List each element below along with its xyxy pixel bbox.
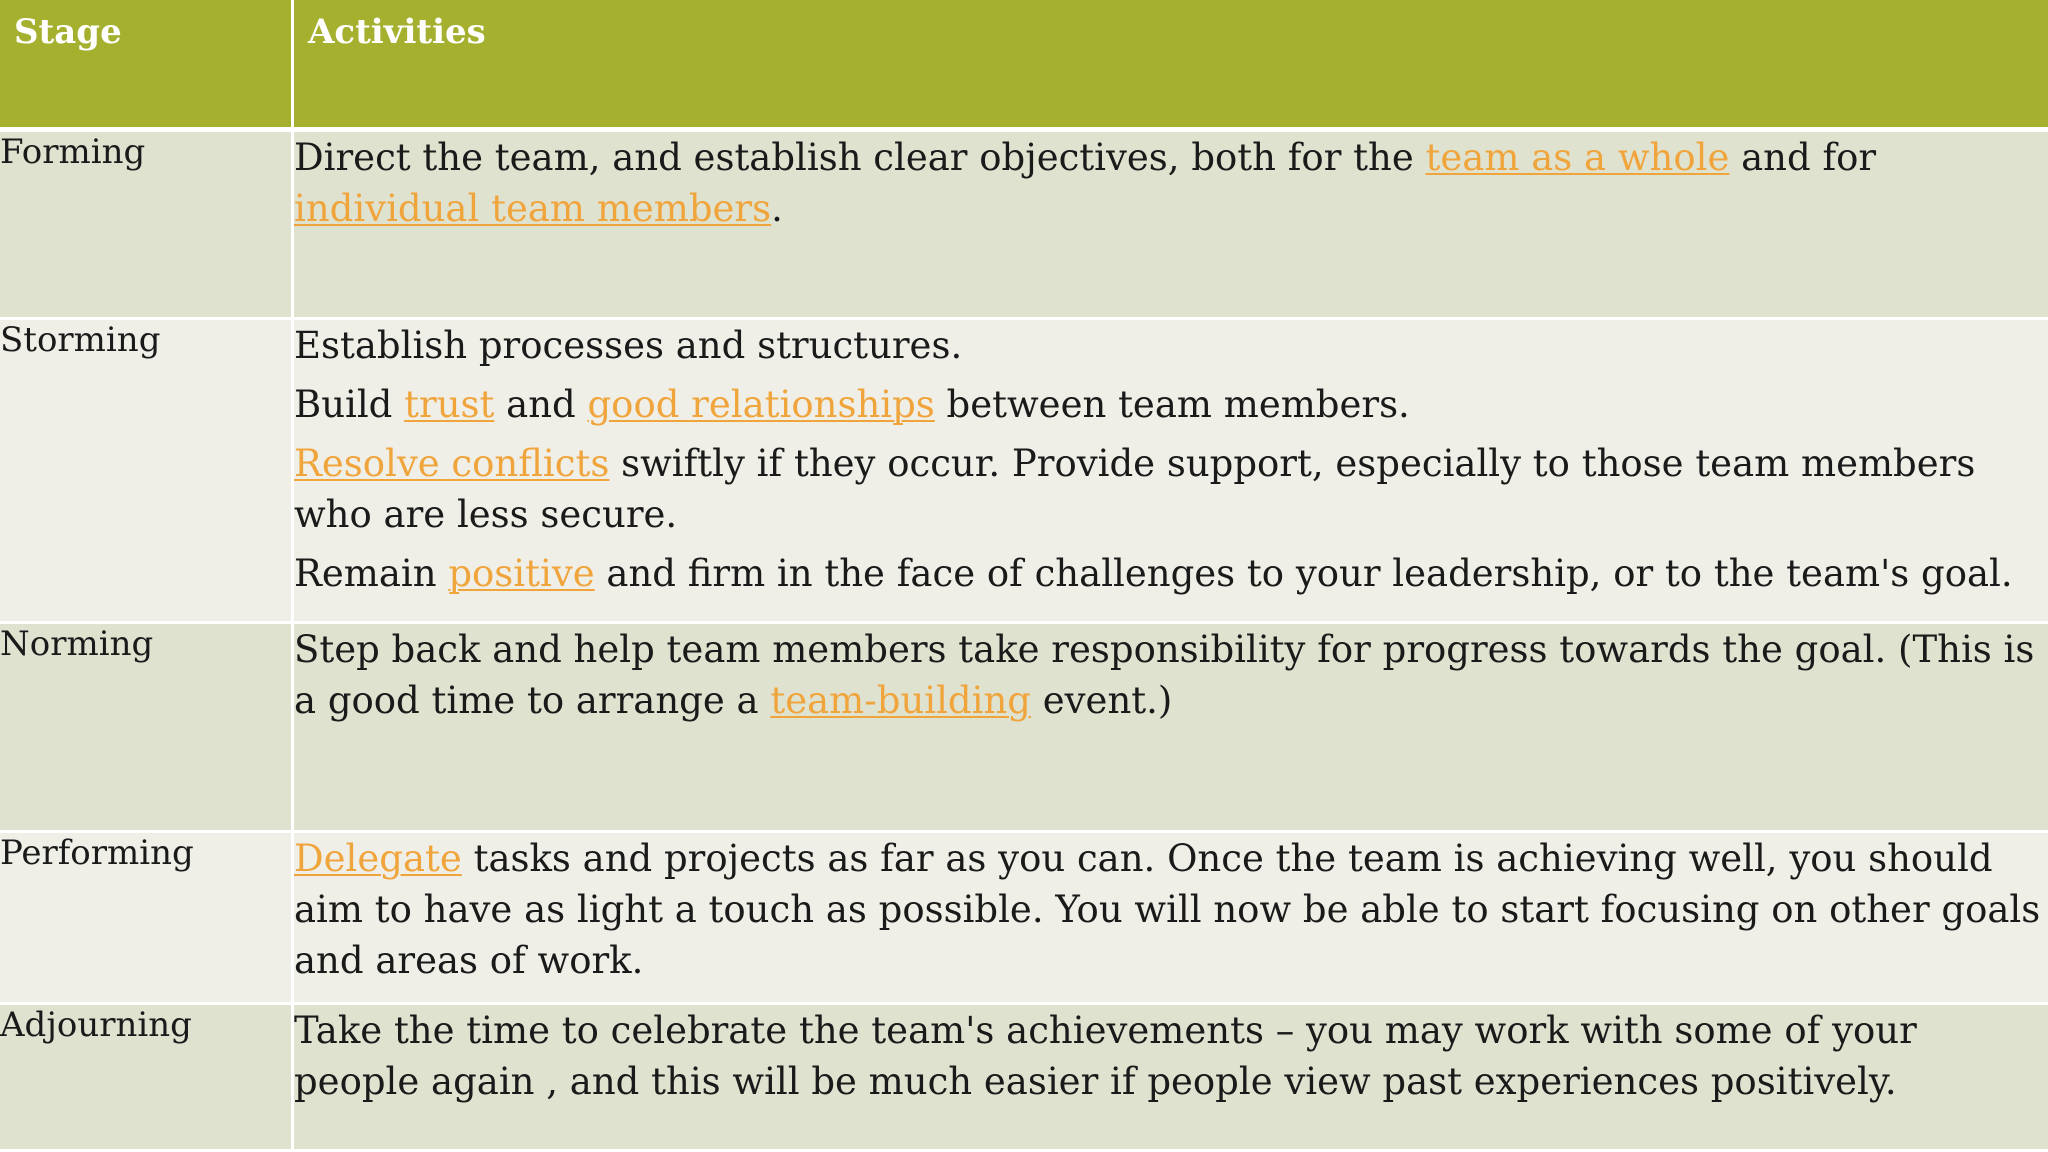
hyperlink[interactable]: individual team members [294, 187, 772, 230]
header-stage: Stage [0, 0, 294, 132]
activities-cell [294, 624, 2048, 833]
table-row [0, 1005, 2048, 1152]
hyperlink[interactable]: team as a whole [1425, 136, 1730, 179]
hyperlink[interactable]: Delegate [294, 837, 462, 880]
activity-paragraph [294, 320, 2048, 371]
stage-name: Norming [0, 624, 294, 833]
activity-paragraph [294, 548, 2048, 599]
activity-text: between team members. [934, 383, 1410, 426]
table-row [0, 320, 2048, 624]
activity-text: . [771, 187, 783, 230]
hyperlink[interactable]: trust [404, 383, 495, 426]
activity-text: swiftly if they occur. Provide support, especially to those team members who are less secure. [294, 442, 1976, 536]
hyperlink[interactable]: Resolve conflicts [294, 442, 610, 485]
table-row [0, 624, 2048, 833]
activity-paragraph [294, 1005, 2048, 1107]
activity-text: and firm in the face of challenges to your leadership, or to the team's goal. [594, 552, 2013, 595]
stage-name: Performing [0, 833, 294, 1005]
hyperlink[interactable]: team-building [770, 679, 1031, 722]
activity-text: Step back and help team members take responsibility for progress towards the goal. (This is a good time to arrange a [294, 628, 2035, 722]
table-row [0, 833, 2048, 1005]
activity-paragraph [294, 833, 2048, 986]
activities-cell [294, 320, 2048, 624]
activity-text: tasks and projects as far as you can. Once the team is achieving well, you should aim to have as light a touch as possible. You will now be able to start focusing on other goals and areas of work. [294, 837, 2041, 982]
activities-cell [294, 132, 2048, 320]
activity-text: Direct the team, and establish clear objectives, both for the [294, 136, 1426, 179]
header-activities: Activities [294, 0, 2048, 132]
activity-text: event.) [1030, 679, 1173, 722]
activity-paragraph [294, 379, 2048, 430]
activities-cell [294, 833, 2048, 1005]
activities-cell [294, 1005, 2048, 1152]
activity-paragraph [294, 132, 2048, 234]
table-row [0, 132, 2048, 320]
activity-paragraph [294, 624, 2048, 726]
stage-name: Forming [0, 132, 294, 320]
activity-text: Remain [294, 552, 449, 595]
activity-paragraph [294, 438, 2048, 540]
table-header-row [0, 0, 2048, 132]
hyperlink[interactable]: good relationships [587, 383, 935, 426]
activity-text: Establish processes and structures. [294, 324, 963, 367]
activity-text: and for [1729, 136, 1877, 179]
stage-name: Adjourning [0, 1005, 294, 1152]
activity-text: and [494, 383, 588, 426]
hyperlink[interactable]: positive [448, 552, 595, 595]
stage-name: Storming [0, 320, 294, 624]
activity-text: Take the time to celebrate the team's achievements – you may work with some of your people again , and this will be much easier if people view past experiences positively. [294, 1009, 1917, 1103]
activity-text: Build [294, 383, 405, 426]
